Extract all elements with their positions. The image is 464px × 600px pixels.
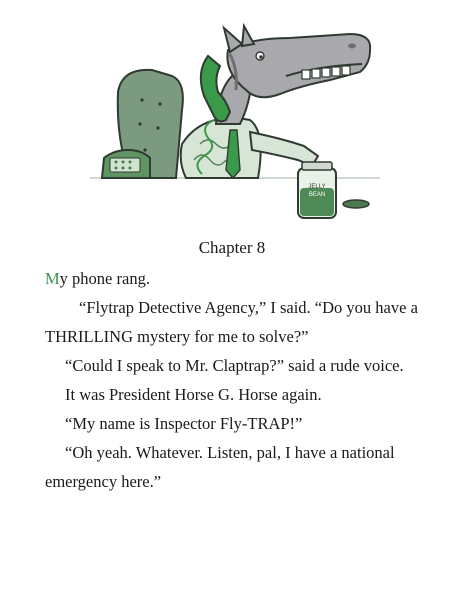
paragraph-1: “Flytrap Detective Agency,” I said. “Do you have a THRILLING mystery for me to solve?” [45, 298, 418, 346]
jar-label-line1: JELLY [308, 184, 326, 190]
first-paragraph [45, 264, 430, 293]
chapter-title: Chapter 8 [198, 238, 266, 257]
paragraph-4: “My name is Inspector Fly-TRAP!” [65, 414, 303, 433]
first-paragraph-rest: y phone rang. [59, 269, 150, 288]
jar-lid-icon [343, 200, 369, 208]
story-text [45, 264, 430, 496]
paragraph-5: “Oh yeah. Whatever. Listen, pal, I have a national emergency here.” [45, 443, 395, 491]
paragraph-3: It was President Horse G. Horse again. [65, 385, 322, 404]
drop-cap-letter: M [45, 269, 60, 288]
desk-phone-icon [102, 150, 150, 178]
horse-on-phone-illustration [90, 20, 390, 230]
jelly-bean-jar-icon [298, 162, 336, 218]
paragraph-2: “Could I speak to Mr. Claptrap?” said a rude voice. [65, 356, 404, 375]
jar-label-line2: BEAN [308, 192, 326, 198]
